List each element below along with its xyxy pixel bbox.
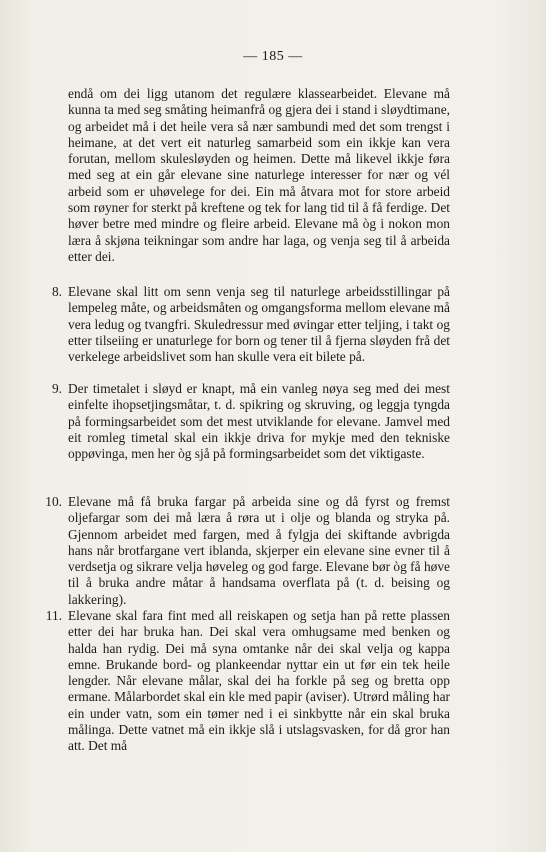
list-item-text: Elevane må få bruka fargar på arbeida sine og då fyrst og fremst oljefargar som dei må læra å røra ut i olje og blanda og stryka på. Gjennom arbeidet med fargen, med å fylgja dei skiftande avbrigda hans når brotfargane vert iblanda, skjerper ein elevane sine evner til å verdsetja og sikrare velja høveleg og god farge. Elevane bør òg få høve til å bruka andre måtar å handsama overflata på (t. d. beising og lakkering).: [68, 494, 450, 607]
lead-paragraph: endå om dei ligg utanom det regulære klassearbeidet. Elevane må kunna ta med seg småting heimanfrå og gjera dei i stand i sløydtimane, og arbeidet må i det heile vera så nær sambundi med det som trengst i heimane, at det vert eit naturleg samarbeid som ein ikkje kan vera forutan, mellom skulesløyden og heimen. Dette må likevel ikkje føra med seg at ein går elevane sine naturlege interesser for nær og vél arbeid som er uhøvelege for dei. Ein må åtvara mot for store arbeid som røyner for sterkt på kreftene og tek for lang tid til å få ferdige. Det høver betre med mindre og fleire arbeid. Elevane må òg i nokon mon læra å skjøna teikningar som andre har laga, og venja seg til å arbeida etter dei.: [68, 86, 450, 264]
list-item-text: Elevane skal litt om senn venja seg til naturlege arbeidsstillingar på lempeleg måte, og arbeidsmåten og omgangsforma mellom elevane må vera ledug og tvangfri. Skuledressur med øvingar etter teljing, i takt og etter tilseiing er unaturlege for born og tener til å fjerna sløyden frå det verkelege arbeidslivet som han skulle vera eit bilete på.: [68, 284, 450, 365]
list-item-text: Elevane skal fara fint med all reiskapen og setja han på rette plassen etter dei har bruka han. Dei skal vera omhugsame med benken og halda han rydig. Dei må syna omtanke når dei skal velja og kappa emne. Brukande bord- og plankeendar nyttar ein ut før ein tek heile lengder. Når elevane målar, skal dei ha forkle på seg og bretta opp ermane. Målarbordet skal ein kle med papir (aviser). Utrørd måling har ein under vatn, som ein tømer ned i ei sinkbytte når ein skal bruka målinga. Dette vatnet må ein ikkje slå i utslagsvasken, for då gror han att. Det må: [68, 608, 450, 754]
page-number: — 185 —: [243, 49, 303, 64]
list-item-number: 9.: [51, 381, 62, 396]
list-item-number: 11.: [45, 608, 62, 623]
list-item-text: Der timetalet i sløyd er knapt, må ein vanleg nøya seg med dei mest einfelte ihopsetjingsmåtar, t. d. spikring og skruving, og leggja tyngda på formingsarbeidet som det mest utviklande for elevane. Jamvel med eit romleg timetal skal ein ikkje driva for mykje med den tekniske oppøvinga, men her òg sjå på formingsarbeidet som det viktigaste.: [68, 381, 450, 462]
list-item-number: 8.: [51, 284, 62, 299]
list-item-number: 10.: [45, 494, 62, 509]
